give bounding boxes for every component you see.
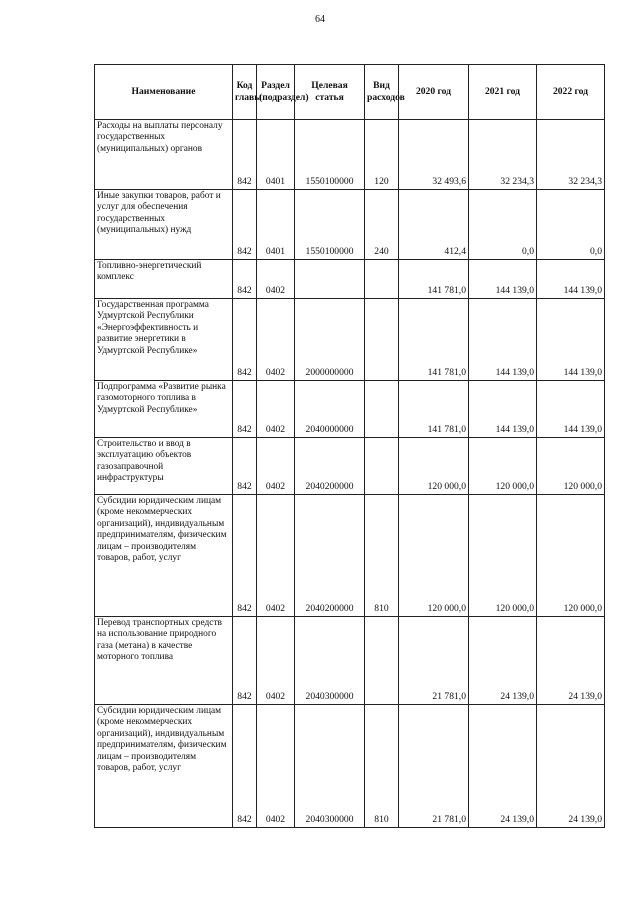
row-section: 0402 [257, 260, 295, 299]
row-2022: 0,0 [537, 190, 605, 260]
row-type: 810 [365, 495, 399, 617]
row-2021: 120 000,0 [469, 438, 537, 495]
row-2022: 120 000,0 [537, 495, 605, 617]
row-2022: 120 000,0 [537, 438, 605, 495]
row-type [365, 260, 399, 299]
row-name: Перевод транспортных средств на использование природного газа (метана) в качестве моторного топлива [95, 617, 233, 705]
row-code: 842 [233, 190, 257, 260]
table-row [95, 299, 605, 381]
row-2020: 141 781,0 [399, 299, 469, 381]
row-code: 842 [233, 299, 257, 381]
table-row [95, 617, 605, 705]
row-2022: 24 139,0 [537, 617, 605, 705]
row-type: 240 [365, 190, 399, 260]
row-type: 810 [365, 705, 399, 828]
table-row [95, 381, 605, 438]
row-target [295, 260, 365, 299]
row-target: 1550100000 [295, 120, 365, 190]
row-2020: 412,4 [399, 190, 469, 260]
row-2022: 144 139,0 [537, 381, 605, 438]
row-2021: 120 000,0 [469, 495, 537, 617]
row-code: 842 [233, 705, 257, 828]
row-section: 0402 [257, 495, 295, 617]
row-code: 842 [233, 260, 257, 299]
row-type [365, 617, 399, 705]
table-row [95, 120, 605, 190]
row-target: 2040200000 [295, 438, 365, 495]
table-row [95, 260, 605, 299]
row-section: 0402 [257, 299, 295, 381]
row-name: Топливно-энергетический комплекс [95, 260, 233, 299]
row-2022: 144 139,0 [537, 299, 605, 381]
row-target: 2040300000 [295, 705, 365, 828]
row-type [365, 381, 399, 438]
row-name: Субсидии юридическим лицам (кроме некоммерческих организаций), индивидуальным предпринимателям, физическим лицам – производителям товаров, работ, услуг [95, 495, 233, 617]
row-name: Иные закупки товаров, работ и услуг для обеспечения государственных (муниципальных) нужд [95, 190, 233, 260]
row-section: 0402 [257, 705, 295, 828]
row-2021: 144 139,0 [469, 381, 537, 438]
header-2021: 2021 год [469, 65, 537, 120]
row-2021: 24 139,0 [469, 705, 537, 828]
table-row [95, 438, 605, 495]
row-2021: 144 139,0 [469, 260, 537, 299]
row-target: 2000000000 [295, 299, 365, 381]
row-code: 842 [233, 617, 257, 705]
row-target: 2040300000 [295, 617, 365, 705]
row-name: Расходы на выплаты персоналу государственных (муниципальных) органов [95, 120, 233, 190]
header-row [95, 65, 605, 120]
row-2021: 24 139,0 [469, 617, 537, 705]
row-type [365, 299, 399, 381]
row-target: 2040200000 [295, 495, 365, 617]
row-section: 0401 [257, 120, 295, 190]
table-row [95, 495, 605, 617]
row-section: 0401 [257, 190, 295, 260]
header-2020: 2020 год [399, 65, 469, 120]
row-2020: 141 781,0 [399, 381, 469, 438]
row-name: Государственная программа Удмуртской Республики «Энергоэффективность и развитие энергетики в Удмуртской Республике» [95, 299, 233, 381]
row-section: 0402 [257, 438, 295, 495]
row-section: 0402 [257, 381, 295, 438]
row-target: 1550100000 [295, 190, 365, 260]
row-name: Подпрограмма «Развитие рынка газомоторного топлива в Удмуртской Республике» [95, 381, 233, 438]
row-2022: 24 139,0 [537, 705, 605, 828]
row-code: 842 [233, 438, 257, 495]
row-2021: 144 139,0 [469, 299, 537, 381]
row-2020: 21 781,0 [399, 705, 469, 828]
table-row [95, 705, 605, 828]
row-2022: 144 139,0 [537, 260, 605, 299]
row-target: 2040000000 [295, 381, 365, 438]
row-code: 842 [233, 120, 257, 190]
table-row [95, 190, 605, 260]
row-2022: 32 234,3 [537, 120, 605, 190]
header-name: Наименование [95, 65, 233, 120]
page-number: 64 [315, 14, 325, 25]
row-2020: 21 781,0 [399, 617, 469, 705]
budget-table [94, 64, 605, 828]
row-name: Строительство и ввод в эксплуатацию объектов газозаправочной инфраструктуры [95, 438, 233, 495]
row-type: 120 [365, 120, 399, 190]
row-2021: 0,0 [469, 190, 537, 260]
header-2022: 2022 год [537, 65, 605, 120]
row-code: 842 [233, 381, 257, 438]
row-type [365, 438, 399, 495]
row-2021: 32 234,3 [469, 120, 537, 190]
row-2020: 32 493,6 [399, 120, 469, 190]
row-2020: 120 000,0 [399, 495, 469, 617]
row-code: 842 [233, 495, 257, 617]
header-type: Вид расходов [365, 65, 399, 120]
header-code: Код главы [233, 65, 257, 120]
row-name: Субсидии юридическим лицам (кроме некоммерческих организаций), индивидуальным предпринимателям, физическим лицам – производителям товаров, работ, услуг [95, 705, 233, 828]
row-section: 0402 [257, 617, 295, 705]
row-2020: 141 781,0 [399, 260, 469, 299]
header-section: Раздел (подраздел) [257, 65, 295, 120]
row-2020: 120 000,0 [399, 438, 469, 495]
header-target: Целевая статья [295, 65, 365, 120]
